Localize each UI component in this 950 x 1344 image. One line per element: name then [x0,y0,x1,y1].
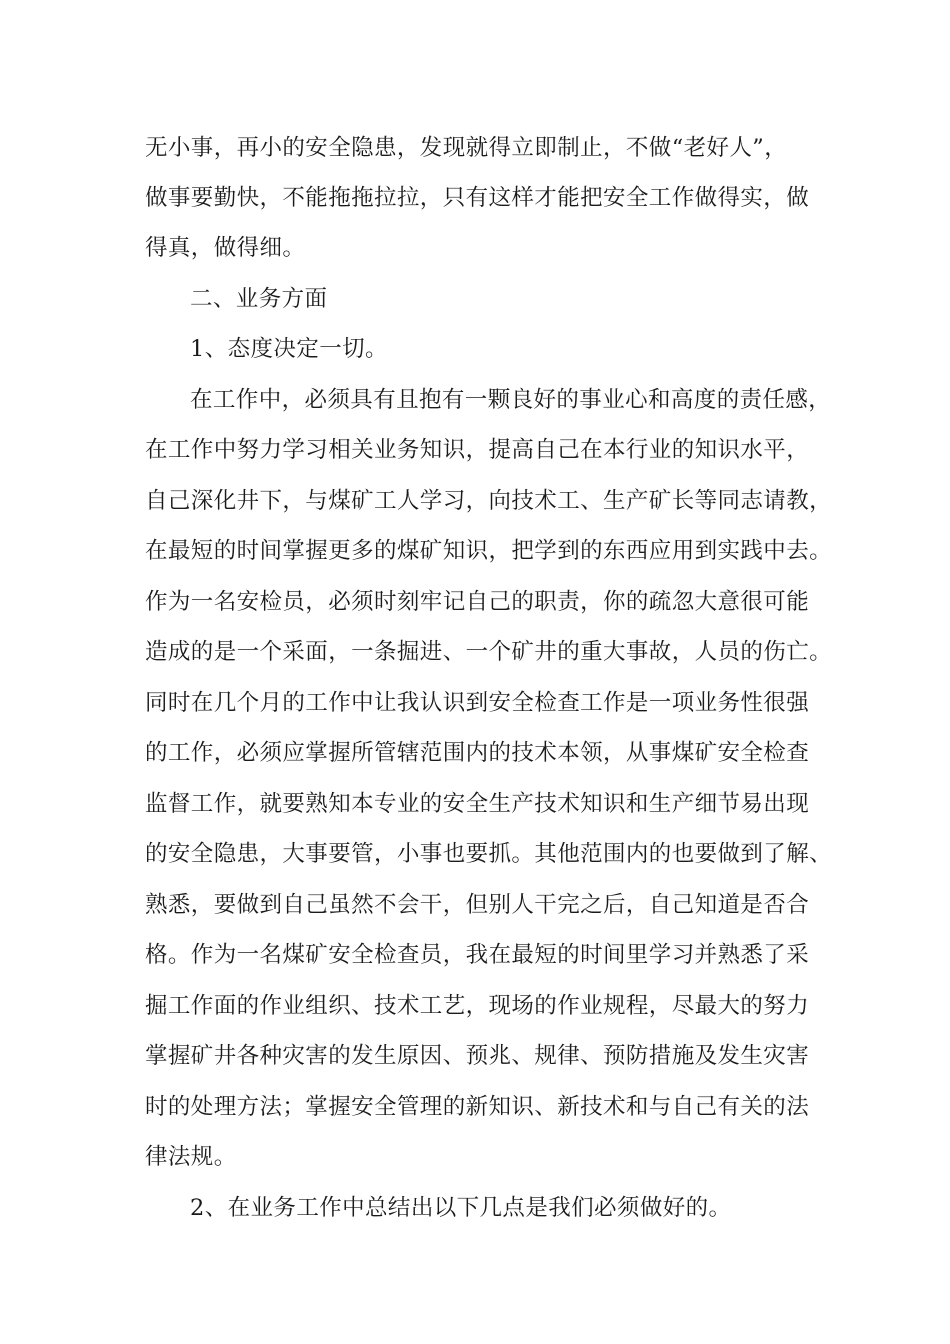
section-heading: 二、业务方面 [190,286,328,312]
text-line: 掘工作面的作业组织、技术工艺，现场的作业规程，尽最大的努力 [145,993,810,1019]
text-line: 做事要勤快，不能拖拖拉拉，只有这样才能把安全工作做得实，做 [145,185,810,211]
text-line: 律法规。 [145,1144,237,1170]
text-line: 的安全隐患，大事要管，小事也要抓。其他范围内的也要做到了解、 [145,841,833,867]
text-line: 在工作中，必须具有且抱有一颗良好的事业心和高度的责任感， [190,387,832,413]
text-line: 时的处理方法；掌握安全管理的新知识、新技术和与自己有关的法 [145,1094,810,1120]
subsection-heading: 1、态度决定一切。 [190,336,388,362]
text-line: 熟悉，要做到自己虽然不会干，但别人干完之后，自己知道是否合 [145,892,810,918]
subsection-heading: 2、在业务工作中总结出以下几点是我们必须做好的。 [190,1195,732,1221]
text-line: 在工作中努力学习相关业务知识，提高自己在本行业的知识水平， [145,437,810,463]
text-line: 作为一名安检员，必须时刻牢记自己的职责，你的疏忽大意很可能 [145,589,810,615]
text-line: 无小事，再小的安全隐患，发现就得立即制止，不做“老好人”， [145,135,788,161]
text-line: 格。作为一名煤矿安全检查员，我在最短的时间里学习并熟悉了采 [145,942,810,968]
text-line: 造成的是一个采面，一条掘进、一个矿井的重大事故，人员的伤亡。 [145,639,833,665]
text-line: 自己深化井下，与煤矿工人学习，向技术工、生产矿长等同志请教， [145,488,833,514]
text-line: 监督工作，就要熟知本专业的安全生产技术知识和生产细节易出现 [145,791,810,817]
text-line: 在最短的时间掌握更多的煤矿知识，把学到的东西应用到实践中去。 [145,538,833,564]
text-line: 掌握矿井各种灾害的发生原因、预兆、规律、预防措施及发生灾害 [145,1043,810,1069]
text-line: 的工作，必须应掌握所管辖范围内的技术本领，从事煤矿安全检查 [145,740,810,766]
text-line: 得真，做得细。 [145,235,306,261]
text-line: 同时在几个月的工作中让我认识到安全检查工作是一项业务性很强 [145,690,810,716]
